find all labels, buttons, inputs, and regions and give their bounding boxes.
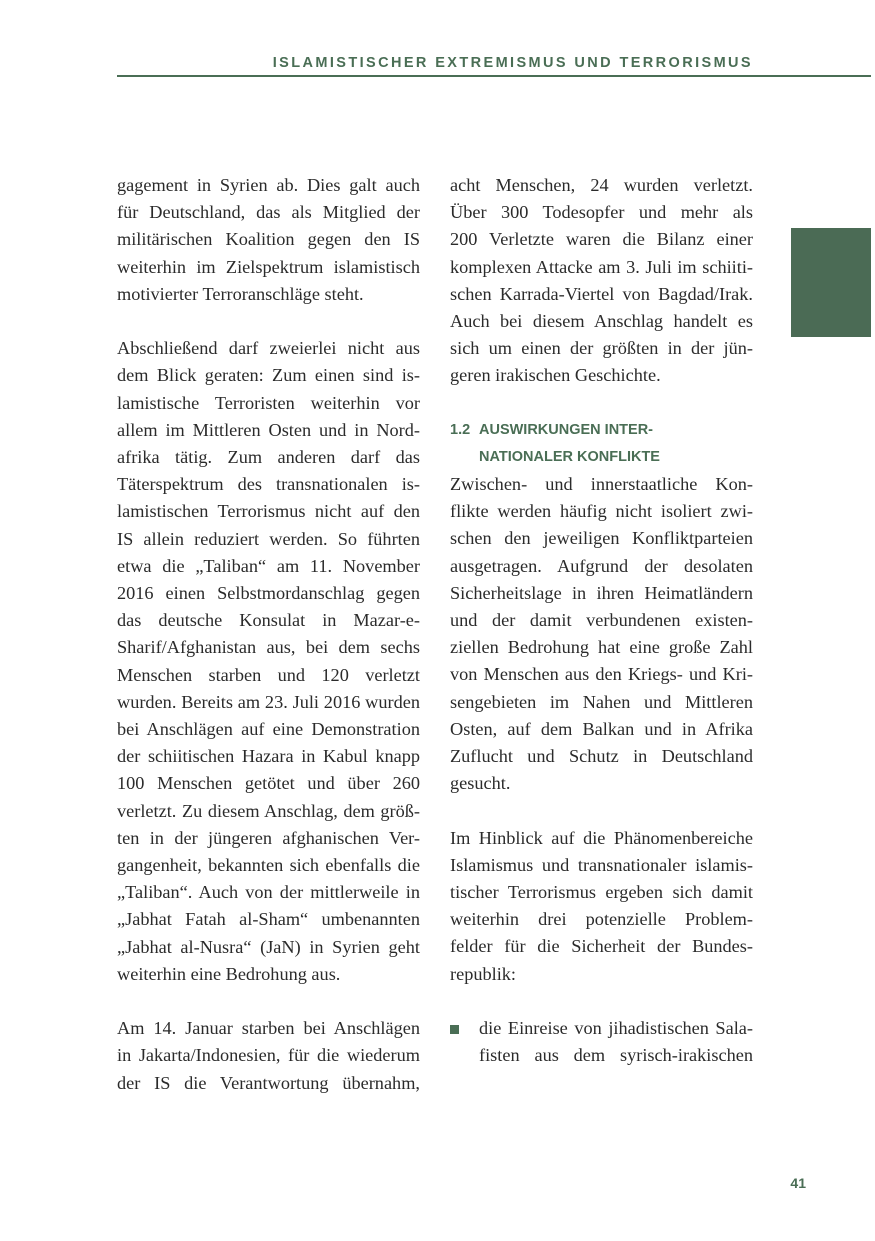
paragraph <box>450 172 753 390</box>
text-line: Sharif/Afghanistan aus, bei dem sechs <box>117 637 420 658</box>
paragraph <box>450 471 753 797</box>
chapter-side-tab <box>791 228 871 337</box>
paragraph <box>117 172 420 308</box>
text-line: weiterhin im Zielspektrum islamistisch <box>117 256 420 277</box>
text-line: Über 300 Todesopfer und mehr als <box>450 202 753 223</box>
text-line: Zwischen- und innerstaatliche Kon- <box>450 474 753 495</box>
text-line: gagement in Syrien ab. Dies galt auch <box>117 175 420 195</box>
paragraph <box>117 1015 420 1097</box>
text-line: flikte werden häufig nicht isoliert zwi- <box>450 501 753 522</box>
text-line: „Jabhat Fatah al-Sham“ umbenannten <box>117 909 420 930</box>
text-line: weiterhin eine Bedrohung aus. <box>117 963 341 984</box>
text-line: ausgetragen. Aufgrund der desolaten <box>450 555 753 576</box>
text-line: lamistischen Terrorismus nicht auf den <box>117 501 420 522</box>
text-line: Zuflucht und Schutz in Deutschland <box>450 746 753 767</box>
section-heading <box>450 417 753 471</box>
text-line: 200 Verletzte waren die Bilanz einer <box>450 229 753 250</box>
text-line: republik: <box>450 963 517 984</box>
text-line: schen Karrada-Viertel von Bagdad/Irak. <box>450 283 753 304</box>
text-line: Abschließend darf zweierlei nicht aus <box>117 338 420 359</box>
text-line: verletzt. Zu diesem Anschlag, dem größ- <box>117 800 420 821</box>
text-line: für Deutschland, das als Mitglied der <box>117 202 420 223</box>
text-line: dem Blick geraten: Zum einen sind is- <box>117 365 420 386</box>
section-heading-line-2: NATIONALER KONFLIKTE <box>479 448 660 465</box>
text-line: militärischen Koalition gegen den IS <box>117 229 420 250</box>
text-line: Am 14. Januar starben bei Anschlägen <box>117 1018 420 1039</box>
text-line: das deutsche Konsulat in Mazar-e- <box>117 610 420 631</box>
text-line: Täterspektrum des transnationalen is- <box>117 474 420 495</box>
text-line: ziellen Bedrohung hat eine große Zahl <box>450 637 753 658</box>
text-line: fisten aus dem syrisch-irakischen <box>479 1045 753 1066</box>
text-line: tischer Terrorismus ergeben sich damit <box>450 882 753 903</box>
text-line: lamistische Terroristen weiterhin vor <box>117 392 420 413</box>
text-line: 100 Menschen getötet und über 260 <box>117 773 420 794</box>
text-line: Im Hinblick auf die Phänomenbereiche <box>450 827 753 848</box>
text-line: acht Menschen, 24 wurden verletzt. <box>450 175 753 195</box>
section-number: 1.2 <box>450 421 471 438</box>
text-line: komplexen Attacke am 3. Juli im schiiti- <box>450 256 753 277</box>
text-line: gangenheit, bekannten sich ebenfalls die <box>117 855 420 876</box>
text-line: und der damit verbundenen existen- <box>450 610 753 631</box>
text-line: bei Anschlägen auf eine Demonstration <box>117 719 420 740</box>
paragraph <box>117 335 420 988</box>
page-number: 41 <box>790 1175 806 1191</box>
text-line: Islamismus und transnationaler islamis- <box>450 854 753 875</box>
bullet-list-item <box>450 1015 753 1069</box>
text-line: afrika tätig. Zum anderen darf das <box>117 447 420 468</box>
text-line: IS allein reduziert werden. So führten <box>117 528 420 549</box>
text-line: „Jabhat al-Nusra“ (JaN) in Syrien geht <box>117 936 420 957</box>
text-line: weiterhin drei potenzielle Problem- <box>450 909 753 930</box>
text-line: sengebieten im Nahen und Mittleren <box>450 691 753 712</box>
text-line: von Menschen aus den Kriegs- und Kri- <box>450 664 753 685</box>
text-line: Menschen starben und 120 verletzt <box>117 664 420 685</box>
text-line: ten in der jüngeren afghanischen Ver- <box>117 827 420 848</box>
section-heading-line-1: AUSWIRKUNGEN INTER- <box>479 421 653 438</box>
text-line: in Jakarta/Indonesien, für die wiederum <box>117 1045 420 1066</box>
text-line: motivierter Terroranschläge steht. <box>117 283 364 304</box>
text-line: die Einreise von jihadistischen Sala- <box>479 1018 753 1039</box>
text-line: „Taliban“. Auch von der mittlerweile in <box>117 882 420 903</box>
text-line: Sicherheitslage in ihren Heimatländern <box>450 582 753 603</box>
text-line: geren irakischen Geschichte. <box>450 365 661 386</box>
right-column <box>450 172 753 1069</box>
text-line: gesucht. <box>450 773 511 794</box>
running-header-title: ISLAMISTISCHER EXTREMISMUS UND TERRORISMUS <box>272 55 753 71</box>
text-line: 2016 einen Selbstmordanschlag gegen <box>117 583 420 604</box>
bullet-square-icon <box>450 1025 459 1034</box>
text-line: der IS die Verantwortung übernahm, <box>117 1072 420 1093</box>
text-line: schen den jeweiligen Konfliktparteien <box>450 528 753 549</box>
left-column <box>117 172 420 1097</box>
text-line: Osten, auf dem Balkan und in Afrika <box>450 718 753 739</box>
text-line: sich um einen der größten in der jün- <box>450 338 753 359</box>
paragraph <box>450 825 753 988</box>
text-line: allem im Mittleren Osten und in Nord- <box>117 419 420 440</box>
text-line: der schiitischen Hazara in Kabul knapp <box>117 746 420 767</box>
text-line: felder für die Sicherheit der Bundes- <box>450 936 753 957</box>
text-line: etwa die „Taliban“ am 11. November <box>117 555 420 576</box>
header-rule <box>117 75 871 77</box>
text-line: wurden. Bereits am 23. Juli 2016 wurden <box>117 691 420 712</box>
text-line: Auch bei diesem Anschlag handelt es <box>450 311 753 332</box>
bullet-text <box>479 1015 753 1069</box>
